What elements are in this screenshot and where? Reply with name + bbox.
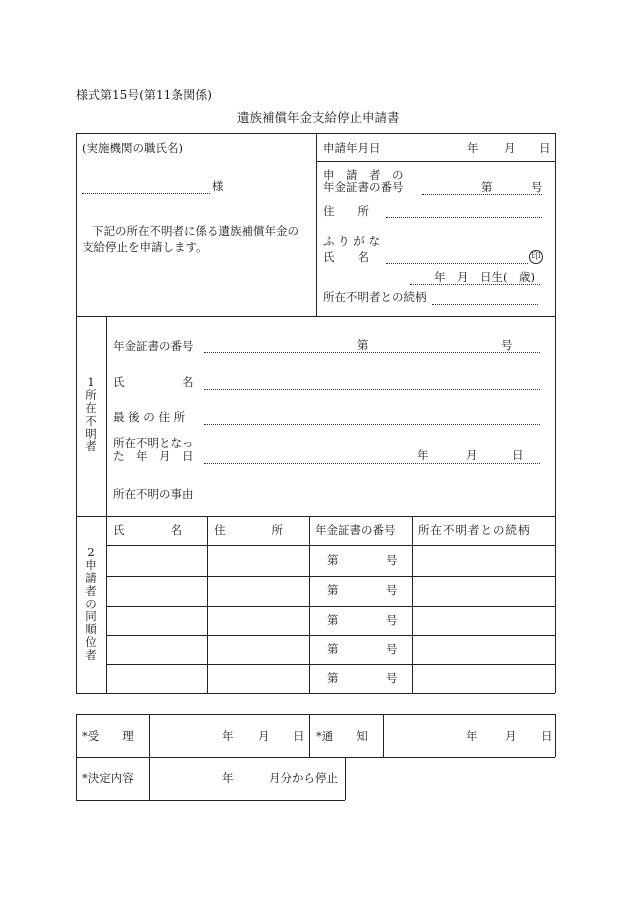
form-number: 様式第15号(第11条関係) [76, 88, 212, 102]
row-cert-dai: 第 [327, 642, 339, 656]
receipt-month[interactable]: 月 [258, 729, 270, 743]
missing-name-field[interactable] [204, 389, 540, 390]
row-cert-dai: 第 [327, 613, 339, 627]
agency-name-field[interactable] [82, 193, 210, 194]
row-cert-go: 号 [386, 642, 398, 656]
missing-cert-dai: 第 [357, 338, 369, 352]
col-relation-header: 所在不明者との続柄 [418, 523, 531, 537]
missing-date-month: 月 [466, 448, 478, 462]
application-date-year[interactable]: 年 [467, 141, 479, 155]
applicant-birthdate-line [410, 284, 540, 285]
notice-year[interactable]: 年 [466, 729, 478, 743]
applicant-address-label: 住 所 [323, 204, 369, 218]
applicant-name-label: 氏 名 [323, 250, 369, 264]
row-cert-go: 号 [386, 553, 398, 567]
col-name-header: 氏 名 [113, 523, 182, 537]
applicant-birthdate[interactable]: 年 月 日生( 歳) [434, 270, 535, 284]
applicant-cert-field[interactable] [422, 194, 542, 195]
row-cert-go: 号 [386, 613, 398, 627]
row-cert-dai: 第 [327, 583, 339, 597]
missing-cert-field[interactable] [204, 352, 540, 353]
missing-date-year: 年 [417, 448, 429, 462]
col-cert-header: 年金証書の番号 [315, 523, 396, 537]
applicant-cert-label-1: 申 請 者 の [323, 168, 404, 182]
applicant-cert-dai: 第 [481, 180, 493, 194]
decision-year[interactable]: 年 [222, 771, 234, 785]
missing-date-label-1: 所在不明となっ [113, 436, 194, 450]
applicant-address-field[interactable] [386, 217, 542, 218]
agency-label: (実施機関の職氏名) [82, 141, 183, 155]
sama-suffix: 様 [212, 179, 224, 193]
missing-cert-go: 号 [501, 338, 513, 352]
receipt-day[interactable]: 日 [293, 729, 305, 743]
form-title: 遺族補償年金支給停止申請書 [237, 110, 400, 125]
row-cert-dai: 第 [327, 553, 339, 567]
col-address-header: 住 所 [214, 523, 283, 537]
missing-date-field[interactable] [204, 463, 540, 464]
notice-label: *通 知 [316, 729, 368, 743]
decision-label: *決定内容 [82, 771, 134, 785]
last-address-label: 最 後 の 住 所 [113, 410, 186, 424]
request-text-line2: 支給停止を申請します。 [82, 240, 208, 254]
applicant-cert-label-2: 年金証書の番号 [323, 180, 404, 194]
missing-date-label-2: た 年 月 日 [113, 449, 194, 463]
row-cert-go: 号 [386, 671, 398, 685]
notice-day[interactable]: 日 [541, 729, 553, 743]
missing-name-label: 氏 名 [113, 375, 194, 389]
seal-mark-icon: 印 [529, 250, 543, 264]
applicant-relation-field[interactable] [432, 304, 538, 305]
applicant-relation-label: 所在不明者との続柄 [323, 290, 427, 304]
notice-month[interactable]: 月 [505, 729, 517, 743]
missing-date-day: 日 [512, 448, 524, 462]
missing-reason-label: 所在不明の事由 [113, 487, 194, 501]
application-date-month[interactable]: 月 [504, 141, 516, 155]
section-2-label: 2申請者の同順位者 [85, 545, 97, 662]
last-address-field[interactable] [204, 424, 540, 425]
receipt-year[interactable]: 年 [222, 729, 234, 743]
section-1-label: 1所在不明者 [85, 375, 97, 454]
furigana-label: ふ り が な [323, 234, 380, 248]
missing-cert-label: 年金証書の番号 [113, 339, 194, 353]
application-date-label: 申請年月日 [323, 141, 381, 155]
receipt-label: *受 理 [82, 729, 134, 743]
applicant-cert-go: 号 [531, 180, 543, 194]
application-date-day[interactable]: 日 [539, 141, 551, 155]
request-text-line1: 下記の所在不明者に係る遺族補償年金の [92, 224, 299, 238]
row-cert-go: 号 [386, 583, 398, 597]
decision-text[interactable]: 月分から停止 [269, 771, 338, 785]
row-cert-dai: 第 [327, 671, 339, 685]
applicant-name-field[interactable] [386, 263, 528, 264]
